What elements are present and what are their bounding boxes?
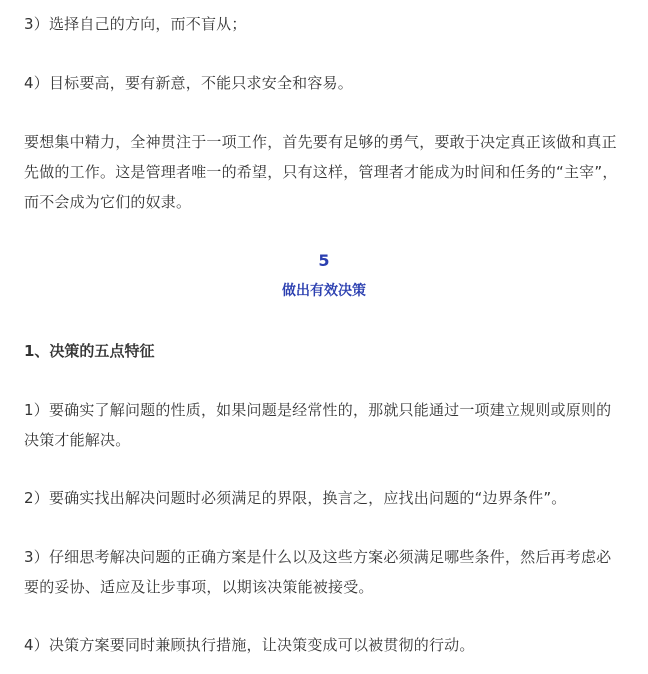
section-number: 5: [318, 251, 330, 270]
list-item-3: 3）选择自己的方向，而不盲从；: [24, 15, 247, 33]
list-item-4: 4）目标要高，要有新意，不能只求安全和容易。: [24, 74, 353, 92]
list-item-2: 2）要确实找出解决问题时必须满足的界限，换言之，应找出问题的“边界条件”。: [24, 489, 567, 507]
section-title: 做出有效决策: [282, 283, 366, 299]
subheading: 1、决策的五点特征: [24, 342, 155, 360]
paragraph-focus: 要想集中精力，全神贯注于一项工作，首先要有足够的勇气，要敢于决定真正该做和真正先做的工作。这是管理者唯一的希望，只有这样，管理者才能成为时间和任务的“主宰”，而不会成为它们的奴隶。: [24, 133, 618, 211]
list-item-1: 1）要确实了解问题的性质，如果问题是经常性的，那就只能通过一项建立规则或原则的决策才能解决。: [24, 401, 612, 449]
list-item-3b: 3）仔细思考解决问题的正确方案是什么以及这些方案必须满足哪些条件，然后再考虑必要的妥协、适应及让步事项，以期该决策能被接受。: [24, 548, 612, 596]
list-item-4b: 4）决策方案要同时兼顾执行措施，让决策变成可以被贯彻的行动。: [24, 636, 475, 654]
